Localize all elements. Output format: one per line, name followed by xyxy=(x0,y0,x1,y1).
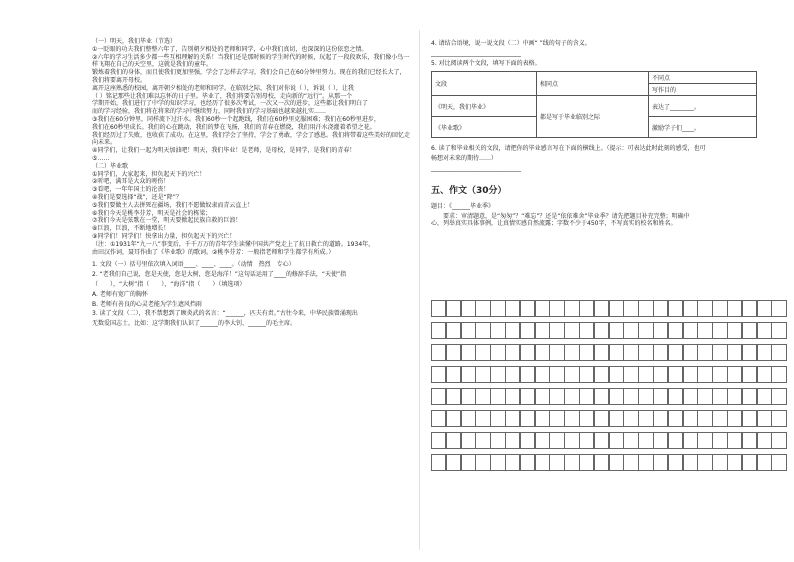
grid-cell[interactable] xyxy=(564,300,579,317)
q6-line-1: 畅想对未来的期待……） xyxy=(431,155,498,163)
grid-cell[interactable] xyxy=(683,410,698,427)
grid-cell[interactable] xyxy=(431,432,446,449)
grid-cell[interactable] xyxy=(520,432,535,449)
passage-line-22: ⑨同学们！同学们！快拿出力量，担负起天下的兴亡！ xyxy=(92,232,236,240)
passage-line-9: 我们在60秒里成长。我们的心在跳动，我们的梦在飞扬，我们的青春在燃烧，我们用汗水浇灌着希望之花。 xyxy=(92,123,376,131)
grid-cell[interactable] xyxy=(712,322,727,339)
grid-cell[interactable] xyxy=(683,344,698,361)
grid-cell[interactable] xyxy=(623,454,638,471)
grid-cell[interactable] xyxy=(697,366,712,383)
grid-cell[interactable] xyxy=(653,432,668,449)
grid-cell[interactable] xyxy=(475,454,490,471)
grid-cell[interactable] xyxy=(520,388,535,405)
grid-cell[interactable] xyxy=(712,388,727,405)
grid-cell[interactable] xyxy=(668,410,683,427)
grid-row xyxy=(431,432,786,449)
q6-line-0: 6. 读了和毕业相关的文段，请把你的毕业感言写在下面的横线上。（提示：可表达此时此刻的感受，也可 xyxy=(431,145,706,153)
grid-cell[interactable] xyxy=(653,300,668,317)
column-divider xyxy=(419,30,420,550)
grid-cell[interactable] xyxy=(475,322,490,339)
grid-cell[interactable] xyxy=(623,410,638,427)
grid-cell[interactable] xyxy=(505,300,520,317)
grid-cell[interactable] xyxy=(742,366,757,383)
table-header-diff: 不同点 xyxy=(649,72,757,84)
grid-cell[interactable] xyxy=(594,388,609,405)
grid-cell[interactable] xyxy=(609,322,624,339)
passage-line-16: ③看吧，一年年国土的沦丧！ xyxy=(92,186,170,194)
passage-line-18: ⑤我们要做主人去拼死在疆场，我们不愿做奴隶而青云直上！ xyxy=(92,201,254,209)
passage-line-2: ②六年的学习生活多少都一些互相理解的关系！当我们还是那时候的学生时代的时候，玩起了一段段欢乐，我们像小鸟一样飞翔在自己的天空里，这就是我们的童年。 xyxy=(92,53,410,69)
grid-cell[interactable] xyxy=(594,410,609,427)
grid-cell[interactable] xyxy=(446,410,461,427)
passage-line-7: 而的学习经验，我们将在将来的学习中继续努力，同时我们的学习基础也越来越扎实…… xyxy=(92,108,327,116)
grid-cell[interactable] xyxy=(564,388,579,405)
grid-cell[interactable] xyxy=(549,388,564,405)
grid-cell[interactable] xyxy=(668,432,683,449)
grid-cell[interactable] xyxy=(579,322,594,339)
passage-line-10: 我们经历过了失败，也收获了成功。在这里，我们学会了坚持，学会了勇敢，学会了感恩。我们将带着这些美好的回忆走向未来。 xyxy=(92,131,411,147)
grid-cell[interactable] xyxy=(609,454,624,471)
grid-cell[interactable] xyxy=(727,410,742,427)
grid-cell[interactable] xyxy=(757,366,772,383)
grid-cell[interactable] xyxy=(520,454,535,471)
essay-writing-grid[interactable] xyxy=(431,300,786,476)
grid-cell[interactable] xyxy=(475,388,490,405)
grid-cell[interactable] xyxy=(446,388,461,405)
question-line-4: B. 老师有善良的心灵老能为学生遮风挡雨 xyxy=(92,300,202,308)
passage-line-21: ⑧巨浪，巨浪，不断地增长！ xyxy=(92,225,170,233)
question-block xyxy=(431,40,791,67)
grid-cell[interactable] xyxy=(771,344,786,361)
question-line-2: （ ），“大树”指（ ），“海洋”指（ ）（填选项） xyxy=(92,280,246,288)
passage-line-11: ④同学们，让我们一起为明天加油吧！明天，我们毕业！是老师，是母校，是同学，是我们的青春！ xyxy=(92,147,356,155)
grid-cell[interactable] xyxy=(609,366,624,383)
grid-cell[interactable] xyxy=(683,322,698,339)
grid-cell[interactable] xyxy=(638,432,653,449)
grid-cell[interactable] xyxy=(683,388,698,405)
grid-cell[interactable] xyxy=(712,366,727,383)
passage-line-12: ⑤…… xyxy=(92,154,110,162)
grid-cell[interactable] xyxy=(446,454,461,471)
table-header-common: 相同点 xyxy=(537,72,649,96)
grid-cell[interactable] xyxy=(623,322,638,339)
passage-line-15: ②听吧，满耳是大众的嗟伤！ xyxy=(92,178,170,186)
grid-cell[interactable] xyxy=(564,322,579,339)
grid-cell[interactable] xyxy=(446,366,461,383)
question-line-6: 无数爱国志士，比如：这学期我们认识了______的李大钊、______的毛主席。 xyxy=(92,320,297,328)
grid-cell[interactable] xyxy=(490,300,505,317)
grid-cell[interactable] xyxy=(757,454,772,471)
table-row2-diff[interactable]: 激励学子们____。 xyxy=(649,117,757,138)
passage-line-4: 离开这座熟悉的校园，离开朝夕相处的老师和同学。在临别之际，我们对你说（ ），诉说（ ），让我 xyxy=(92,84,354,92)
essay-requirement-2: 心，列举真实具体事例，让真情实感自然流露；字数不少于450字，不写真实的校名和姓名。 xyxy=(431,220,677,228)
grid-cell[interactable] xyxy=(579,344,594,361)
grid-cell[interactable] xyxy=(520,410,535,427)
grid-cell[interactable] xyxy=(564,432,579,449)
passage-line-1: ①一眨眼的功夫我们整整六年了，告别朝夕相处的老师和同学，心中我们真切，也深深的这份依恋之情。 xyxy=(92,45,368,53)
grid-cell[interactable] xyxy=(579,410,594,427)
comparison-table xyxy=(431,71,757,138)
grid-cell[interactable] xyxy=(638,410,653,427)
grid-cell[interactable] xyxy=(623,432,638,449)
grid-cell[interactable] xyxy=(594,366,609,383)
reading-passages xyxy=(92,38,410,256)
grid-cell[interactable] xyxy=(461,366,476,383)
grid-cell[interactable] xyxy=(535,344,550,361)
grid-cell[interactable] xyxy=(564,410,579,427)
grid-cell[interactable] xyxy=(505,454,520,471)
grid-cell[interactable] xyxy=(771,454,786,471)
grid-cell[interactable] xyxy=(535,322,550,339)
grid-cell[interactable] xyxy=(638,300,653,317)
question-line-5: 3. 读了文段（二），我不禁想到了顾炎武的名言：“______，匹夫有责。”古往今来，中华民族曾涌现出 xyxy=(92,310,358,318)
grid-cell[interactable] xyxy=(505,366,520,383)
grid-cell[interactable] xyxy=(461,410,476,427)
passage-line-13: （二）毕业歌 xyxy=(92,162,129,170)
grid-cell[interactable] xyxy=(549,366,564,383)
table-subheader-purpose: 写作目的 xyxy=(649,84,757,96)
grid-cell[interactable] xyxy=(431,410,446,427)
grid-cell[interactable] xyxy=(520,322,535,339)
grid-cell[interactable] xyxy=(475,344,490,361)
grid-cell[interactable] xyxy=(461,454,476,471)
grid-cell[interactable] xyxy=(771,388,786,405)
grid-cell[interactable] xyxy=(697,432,712,449)
grid-cell[interactable] xyxy=(683,454,698,471)
grid-cell[interactable] xyxy=(653,366,668,383)
grid-cell[interactable] xyxy=(742,410,757,427)
grid-cell[interactable] xyxy=(564,344,579,361)
passage-line-14: ①同学们，大家起来，担负起天下的兴亡！ xyxy=(92,170,206,178)
grid-cell[interactable] xyxy=(475,300,490,317)
grid-cell[interactable] xyxy=(535,366,550,383)
grid-cell[interactable] xyxy=(609,432,624,449)
reading-questions xyxy=(92,261,410,328)
grid-cell[interactable] xyxy=(653,410,668,427)
grid-row xyxy=(431,388,786,405)
essay-requirement-1: 要求：审清题意，是“匆匆”？“难忘”？还是“依依难舍”毕业季？请先把题目补充完整；明确中 xyxy=(431,212,690,220)
grid-cell[interactable] xyxy=(490,454,505,471)
question-line-1: 2. “老我们自己说，您是天使，您是大树，您是海洋！”这句话运用了____的修辞手法，“天使”指 xyxy=(92,271,347,279)
grid-cell[interactable] xyxy=(475,432,490,449)
grid-cell[interactable] xyxy=(431,322,446,339)
grid-cell[interactable] xyxy=(697,322,712,339)
grid-cell[interactable] xyxy=(609,344,624,361)
grid-cell[interactable] xyxy=(505,344,520,361)
grid-cell[interactable] xyxy=(638,344,653,361)
grid-cell[interactable] xyxy=(579,432,594,449)
grid-cell[interactable] xyxy=(535,432,550,449)
grid-cell[interactable] xyxy=(623,300,638,317)
grid-cell[interactable] xyxy=(549,322,564,339)
grid-cell[interactable] xyxy=(475,410,490,427)
grid-cell[interactable] xyxy=(771,366,786,383)
grid-cell[interactable] xyxy=(668,366,683,383)
grid-cell[interactable] xyxy=(431,454,446,471)
grid-cell[interactable] xyxy=(771,300,786,317)
grid-cell[interactable] xyxy=(564,366,579,383)
table-common-cell: 都是写于毕业临别之际 xyxy=(537,96,649,138)
passage-line-20: ⑦我们今天是弦歌在一堂，明天要掀起民族自救的巨浪！ xyxy=(92,217,242,225)
grid-row xyxy=(431,366,786,383)
grid-cell[interactable] xyxy=(638,322,653,339)
grid-cell[interactable] xyxy=(623,344,638,361)
grid-cell[interactable] xyxy=(712,432,727,449)
grid-cell[interactable] xyxy=(461,300,476,317)
grid-cell[interactable] xyxy=(431,300,446,317)
grid-cell[interactable] xyxy=(623,388,638,405)
grid-cell[interactable] xyxy=(505,322,520,339)
question-line-right-2: 5. 对比阅读两个文段，填写下面的表格。 xyxy=(431,59,541,67)
passage-line-17: ④我们是要选择“战”，还是“降”？ xyxy=(92,193,182,201)
grid-cell[interactable] xyxy=(697,344,712,361)
grid-cell[interactable] xyxy=(757,388,772,405)
question-line-right-1: ______________________________ xyxy=(431,49,521,57)
grid-cell[interactable] xyxy=(579,366,594,383)
grid-cell[interactable] xyxy=(727,366,742,383)
grid-cell[interactable] xyxy=(594,454,609,471)
grid-cell[interactable] xyxy=(668,454,683,471)
grid-row xyxy=(431,344,786,361)
grid-cell[interactable] xyxy=(727,432,742,449)
grid-cell[interactable] xyxy=(564,454,579,471)
grid-cell[interactable] xyxy=(461,322,476,339)
grid-cell[interactable] xyxy=(697,300,712,317)
grid-cell[interactable] xyxy=(446,300,461,317)
grid-cell[interactable] xyxy=(520,300,535,317)
grid-cell[interactable] xyxy=(712,300,727,317)
grid-cell[interactable] xyxy=(757,344,772,361)
grid-row xyxy=(431,454,786,471)
grid-cell[interactable] xyxy=(609,388,624,405)
grid-cell[interactable] xyxy=(490,388,505,405)
passage-line-24: 由田汉作词，聂耳作曲了《毕业歌》的歌词。②桃李芬芳：一般指老师和学生都学有所成。） xyxy=(92,248,335,256)
grid-cell[interactable] xyxy=(742,454,757,471)
grid-cell[interactable] xyxy=(490,410,505,427)
grid-cell[interactable] xyxy=(475,366,490,383)
essay-title: 题目：《______毕业季》 xyxy=(431,202,495,210)
grid-cell[interactable] xyxy=(668,322,683,339)
grid-cell[interactable] xyxy=(697,454,712,471)
grid-cell[interactable] xyxy=(757,432,772,449)
grid-row xyxy=(431,322,786,339)
grid-cell[interactable] xyxy=(742,300,757,317)
grid-cell[interactable] xyxy=(638,366,653,383)
passage-line-23: （注：①1931年“九一八”事变后，千千万万的青年学生读懂中国共产党走上了抗日救亡的道路。1934年， xyxy=(92,240,375,248)
passage-line-5: （ ）铭记那些让我们难以忘怀的日子里。毕业了，我们将要告别母校，走向新的“远行”。从那一个 xyxy=(92,92,353,100)
grid-cell[interactable] xyxy=(638,388,653,405)
grid-cell[interactable] xyxy=(535,410,550,427)
grid-cell[interactable] xyxy=(757,410,772,427)
grid-cell[interactable] xyxy=(683,300,698,317)
grid-row xyxy=(431,300,786,317)
passage-line-19: ⑥我们今天是桃李芬芳，明天是社会的栋梁； xyxy=(92,209,212,217)
grid-cell[interactable] xyxy=(742,432,757,449)
question-line-3: A. 老师有宽广的胸怀 xyxy=(92,290,148,298)
grid-cell[interactable] xyxy=(490,432,505,449)
grid-cell[interactable] xyxy=(771,432,786,449)
grid-cell[interactable] xyxy=(638,454,653,471)
grid-cell[interactable] xyxy=(505,410,520,427)
grid-cell[interactable] xyxy=(771,322,786,339)
grid-cell[interactable] xyxy=(490,344,505,361)
grid-cell[interactable] xyxy=(594,344,609,361)
grid-cell[interactable] xyxy=(520,344,535,361)
grid-cell[interactable] xyxy=(461,344,476,361)
grid-cell[interactable] xyxy=(727,454,742,471)
table-header-passage: 文段 xyxy=(432,72,537,96)
passage-line-3: 锻炼着我们的身体，而且使我们更加坚强，学会了怎样去学习，我们会自己在60分钟里努力。现在的我们已经长大了，我们将要离开母校。 xyxy=(92,69,406,84)
grid-cell[interactable] xyxy=(505,432,520,449)
grid-cell[interactable] xyxy=(712,410,727,427)
grid-cell[interactable] xyxy=(446,322,461,339)
grid-cell[interactable] xyxy=(712,454,727,471)
grid-cell[interactable] xyxy=(594,300,609,317)
passage-line-0: （一）明天，我们毕业（节选） xyxy=(92,38,177,45)
grid-cell[interactable] xyxy=(712,344,727,361)
grid-cell[interactable] xyxy=(446,344,461,361)
question-6 xyxy=(431,145,791,172)
essay-heading: 五、作文（30分） xyxy=(431,185,507,196)
grid-cell[interactable] xyxy=(505,388,520,405)
q6-line-2: ______________________________ xyxy=(431,164,521,172)
grid-cell[interactable] xyxy=(579,300,594,317)
grid-cell[interactable] xyxy=(535,300,550,317)
grid-cell[interactable] xyxy=(653,344,668,361)
table-row1-diff[interactable]: 表达了________。 xyxy=(649,96,757,117)
grid-cell[interactable] xyxy=(727,322,742,339)
grid-row xyxy=(431,410,786,427)
questions-column xyxy=(431,38,791,228)
grid-cell[interactable] xyxy=(549,432,564,449)
grid-cell[interactable] xyxy=(594,432,609,449)
grid-cell[interactable] xyxy=(431,388,446,405)
grid-cell[interactable] xyxy=(757,300,772,317)
grid-cell[interactable] xyxy=(609,410,624,427)
table-row1-label: 《明天，我们毕业》 xyxy=(432,96,537,117)
grid-cell[interactable] xyxy=(653,388,668,405)
passage-line-6: 学期开始，我们进行了中学的知识学习，也经历了很多次考试，一次又一次的进步，这些都让我们明白了 xyxy=(92,100,369,108)
grid-cell[interactable] xyxy=(535,454,550,471)
grid-cell[interactable] xyxy=(549,454,564,471)
grid-cell[interactable] xyxy=(742,388,757,405)
grid-cell[interactable] xyxy=(683,366,698,383)
grid-cell[interactable] xyxy=(623,366,638,383)
grid-cell[interactable] xyxy=(653,322,668,339)
table-row2-label: 《毕业歌》 xyxy=(432,117,537,138)
grid-cell[interactable] xyxy=(727,388,742,405)
grid-cell[interactable] xyxy=(549,300,564,317)
grid-cell[interactable] xyxy=(461,388,476,405)
grid-cell[interactable] xyxy=(668,388,683,405)
grid-cell[interactable] xyxy=(520,366,535,383)
grid-cell[interactable] xyxy=(757,322,772,339)
grid-cell[interactable] xyxy=(431,344,446,361)
grid-cell[interactable] xyxy=(579,454,594,471)
grid-cell[interactable] xyxy=(490,322,505,339)
grid-cell[interactable] xyxy=(742,344,757,361)
grid-cell[interactable] xyxy=(579,388,594,405)
grid-cell[interactable] xyxy=(490,366,505,383)
grid-cell[interactable] xyxy=(535,388,550,405)
grid-cell[interactable] xyxy=(742,322,757,339)
grid-cell[interactable] xyxy=(549,344,564,361)
grid-cell[interactable] xyxy=(697,388,712,405)
question-line-0: 1. 文段（一）括号里依次填入词语____、____、____。（动情 热烈 专心） xyxy=(92,261,295,269)
grid-cell[interactable] xyxy=(549,410,564,427)
grid-cell[interactable] xyxy=(668,344,683,361)
grid-cell[interactable] xyxy=(609,300,624,317)
grid-cell[interactable] xyxy=(446,432,461,449)
grid-cell[interactable] xyxy=(683,432,698,449)
grid-cell[interactable] xyxy=(668,300,683,317)
grid-cell[interactable] xyxy=(727,344,742,361)
question-line-right-0: 4. 请结合语境，说一说文段（二）中画“ ”线的句子的含义。 xyxy=(431,40,591,47)
grid-cell[interactable] xyxy=(653,454,668,471)
reading-column xyxy=(92,38,410,328)
grid-cell[interactable] xyxy=(771,410,786,427)
grid-cell[interactable] xyxy=(697,410,712,427)
grid-cell[interactable] xyxy=(727,300,742,317)
grid-cell[interactable] xyxy=(461,432,476,449)
grid-cell[interactable] xyxy=(431,366,446,383)
passage-line-8: ③我们在60分钟里，同样流下过汗水。我们60秒一个起跑线，我们在60秒里克服困难；我们在60秒里进步， xyxy=(92,115,380,123)
grid-cell[interactable] xyxy=(594,322,609,339)
